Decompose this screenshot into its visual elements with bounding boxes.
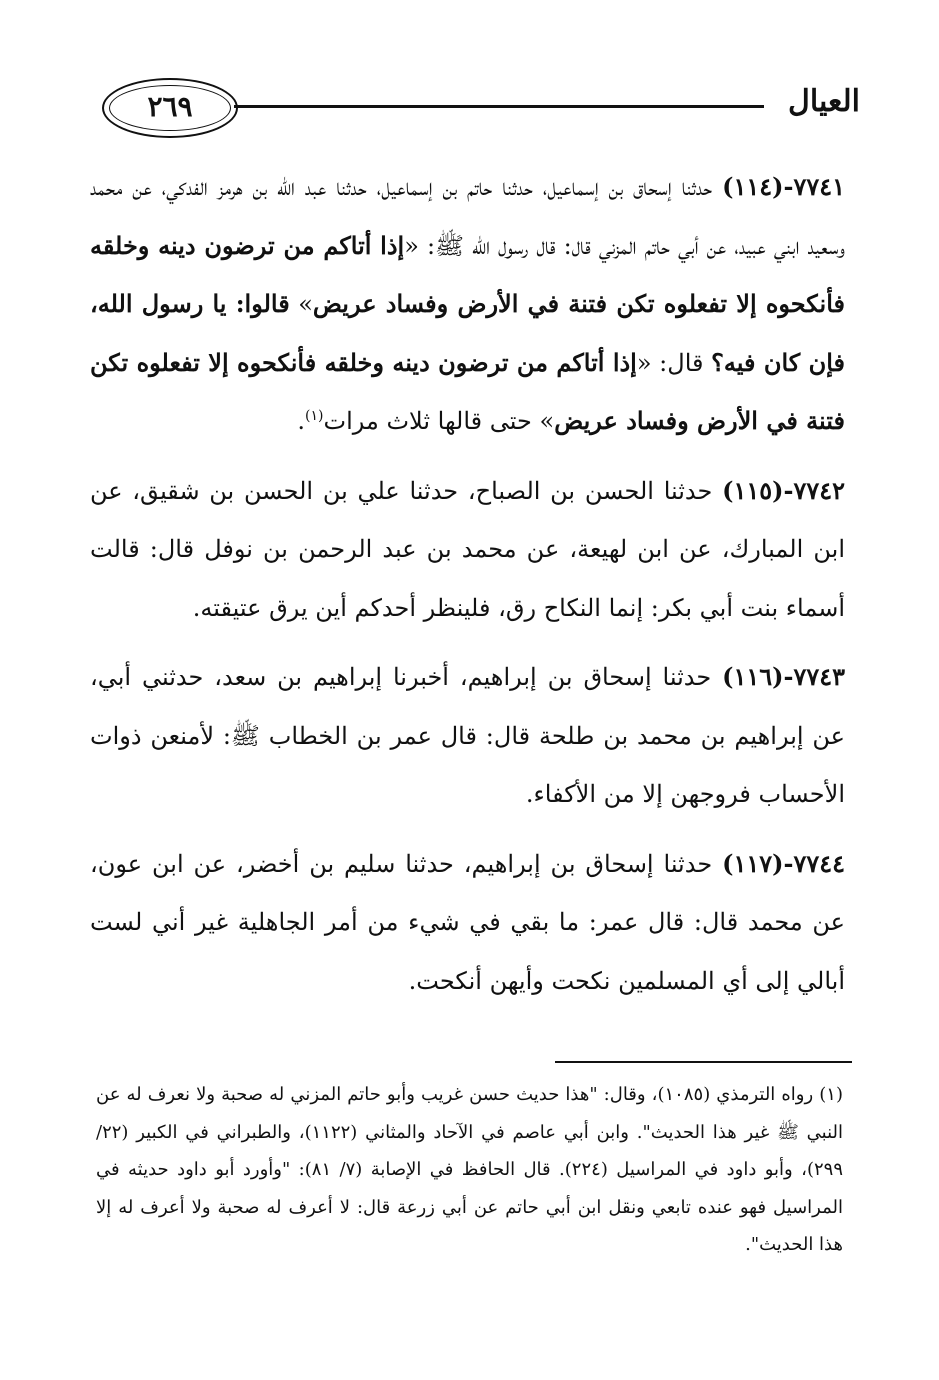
hadith-text: » حتى قالها ثلاث مرات [323, 407, 555, 435]
hadith-paragraph [90, 462, 845, 638]
footnote-reference[interactable]: (١) [305, 408, 324, 424]
hadith-number: ٧٧٤٣-(١١٦) [722, 662, 846, 691]
hadith-number: ٧٧٤٤-(١١٧) [722, 848, 845, 878]
hadith-text: قال: « [636, 348, 712, 377]
hadith-quote: إذا أتاكم من ترضون دينه وخلقه فأنكحوه إلا تفعلوه تكن فتنة في الأرض وفساد عريض [90, 230, 846, 318]
footnote-separator [555, 1061, 852, 1063]
footnote: (١) رواه الترمذي (١٠٨٥)، وقال: "هذا حديث حسن غريب وأبو حاتم المزني له صحبة ولا نعرف له عن النبي ﷺ غير هذا الحديث". وابن أبي عاصم في الآحاد والمثاني (١١٢٢)، والطبراني في الكبير (٢٢/ ٢٩٩)، وأبو داود في المراسيل (٢٢٤). قال الحافظ في الإصابة (٧/ ٨١): "وأورد أبو داود حديثه في المراسيل فهو عنده تابعي ونقل ابن أبي حاتم عن أبي زرعة قال: لا أعرف له صحبة ولا أعرف له إلا هذا الحديث". [96, 1084, 844, 1255]
page-header [100, 78, 860, 142]
chapter-title: العيال [788, 84, 860, 119]
hadith-quote: إذا أتاكم من ترضون دينه وخلقه فأنكحوه إلا تفعلوه تكن فتنة في الأرض وفساد عريض [90, 347, 845, 435]
hadith-quote: قالوا: يا رسول الله، فإن كان فيه؟ [90, 289, 845, 377]
page-number: ٢٦٩ [147, 90, 193, 123]
main-text [90, 158, 845, 1010]
hadith-text: حدثنا إسحاق بن إبراهيم، حدثنا سليم بن أخضر، عن ابن عون، عن محمد قال: قال عمر: ما بقي في شيء من أمر الجاهلية غير أني لست أبالي إلى أي المسلمين نكحت وأيهن أنكحت. [90, 849, 845, 995]
header-rule [234, 105, 764, 108]
page-number-ornament [102, 78, 238, 138]
hadith-text: » [289, 290, 313, 318]
hadith-paragraph [90, 648, 845, 824]
hadith-text: . [297, 407, 305, 435]
hadith-text: حدثنا إسحاق بن إبراهيم، أخبرنا إبراهيم بن سعد، حدثني أبي، عن إبراهيم بن محمد بن طلحة قال: قال عمر بن الخطاب ﷺ: لأمنعن ذوات الأحساب فروجهن إلا من الأكفاء. [90, 663, 845, 808]
hadith-number: ٧٧٤١-(١١٤) [722, 172, 845, 201]
hadith-number: ٧٧٤٢-(١١٥) [722, 475, 845, 505]
hadith-text: حدثنا الحسن بن الصباح، حدثنا علي بن الحسن بن شقيق، عن ابن المبارك، عن ابن لهيعة، عن محمد بن عبد الرحمن بن نوفل قال: قالت أسماء بنت أبي بكر: إنما النكاح رق، فلينظر أحدكم أين يرق عتيقته. [90, 476, 845, 622]
hadith-paragraph [90, 158, 845, 451]
hadith-paragraph [90, 835, 845, 1011]
hadith-text: حدثنا إسحاق بن إسماعيل، حدثنا حاتم بن إسماعيل، حدثنا عبد الله بن هرمز الفدكي، عن محمد وسعيد ابني عبيد، عن أبي حاتم المزني قال: قال رسول الله ﷺ: « [90, 173, 846, 260]
